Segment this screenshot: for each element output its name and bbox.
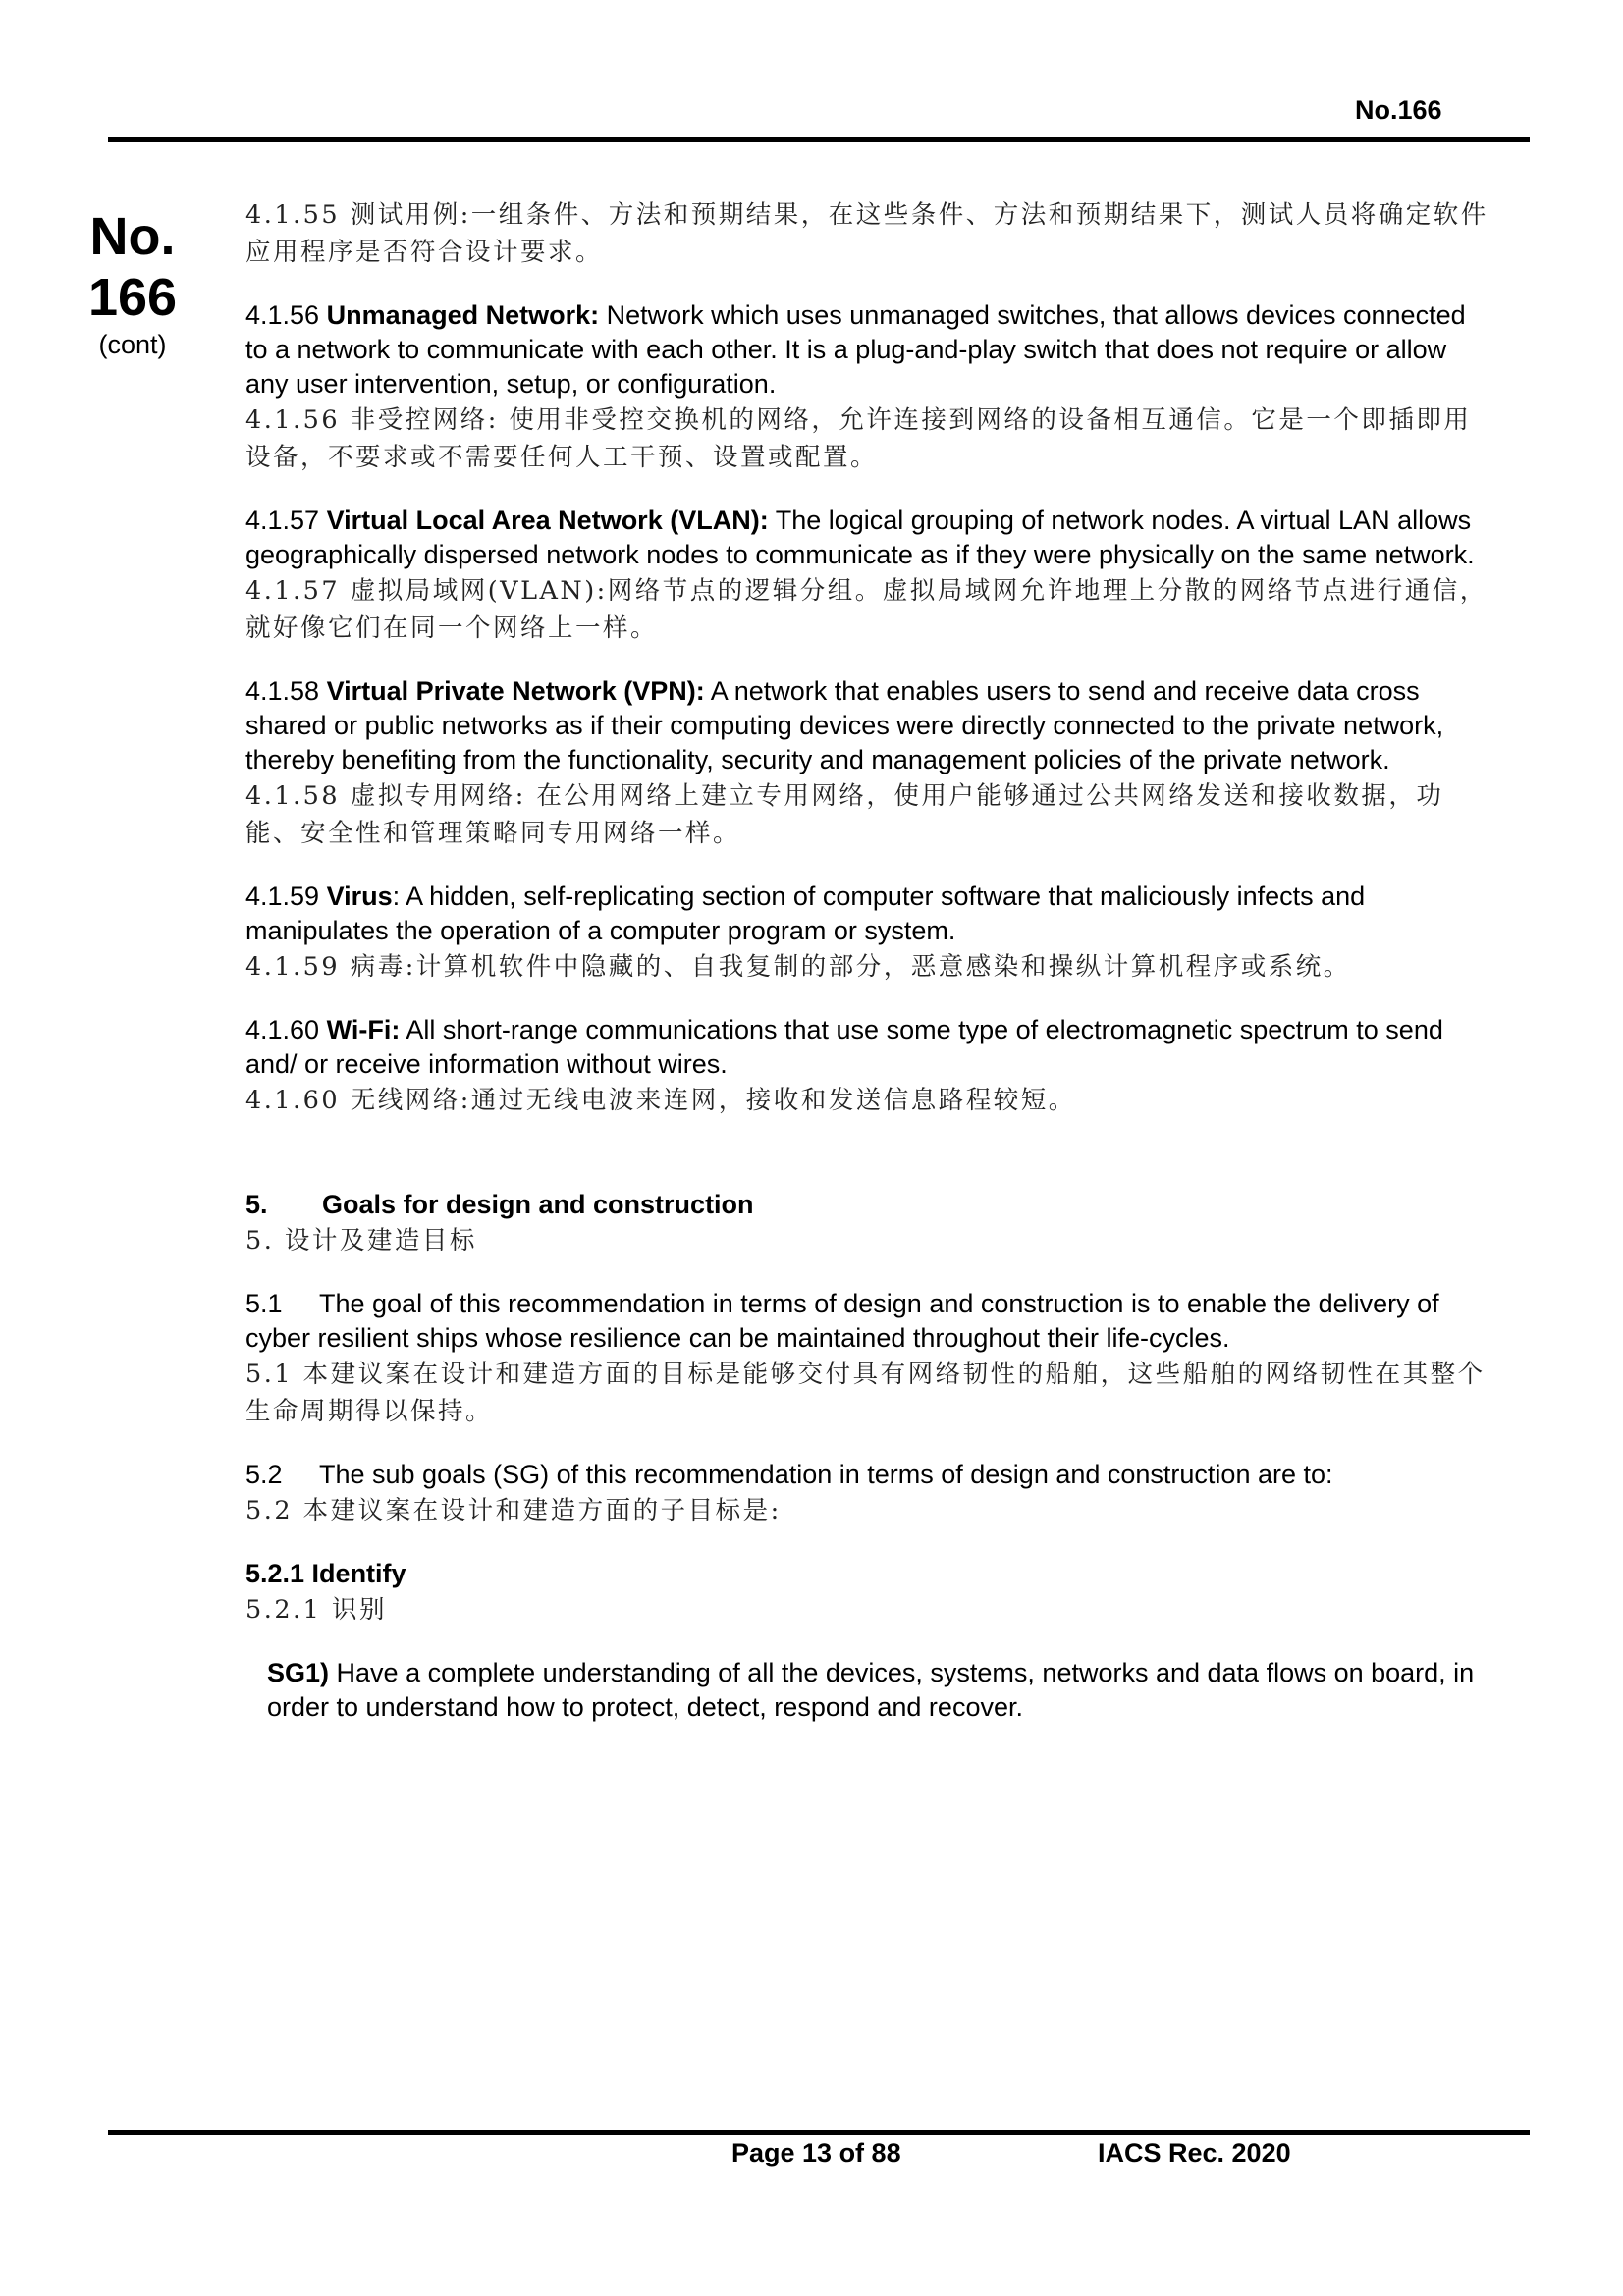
section-title bbox=[245, 1188, 1492, 1222]
footer-document-id: IACS Rec. 2020 bbox=[1098, 2138, 1291, 2167]
paragraph-zh: 5.1 本建议案在设计和建造方面的目标是能够交付具有网络韧性的船舶，这些船舶的网络韧性在其整个生命周期得以保持。 bbox=[245, 1360, 1486, 1426]
definition-en bbox=[245, 674, 1492, 777]
definition-4-1-57 bbox=[245, 504, 1492, 647]
definition-zh: 4.1.60 无线网络:通过无线电波来连网，接收和发送信息路程较短。 bbox=[245, 1086, 1076, 1115]
paragraph-en bbox=[245, 1458, 1492, 1492]
side-label-number: 166 bbox=[87, 268, 178, 327]
paragraph-number: 5.1 bbox=[245, 1289, 283, 1318]
definition-number: 4.1.59 bbox=[245, 881, 320, 911]
footer-rule bbox=[108, 2130, 1530, 2135]
sub-goal-text: Have a complete understanding of all the devices, systems, networks and data flows on board, in order to understand how to protect, detect, respond and recover. bbox=[267, 1658, 1475, 1722]
paragraph-5-1 bbox=[245, 1287, 1492, 1430]
sub-goal-label: SG1) bbox=[267, 1658, 330, 1687]
section-number: 5. bbox=[245, 1190, 268, 1219]
subsection-5-2-1 bbox=[245, 1557, 1492, 1629]
subsection-title: 5.2.1 Identify bbox=[245, 1559, 406, 1588]
side-label-no: No. bbox=[89, 207, 176, 266]
definition-zh: 4.1.59 病毒:计算机软件中隐藏的、自我复制的部分，恶意感染和操纵计算机程序或系统。 bbox=[245, 952, 1351, 982]
definition-4-1-55 bbox=[245, 196, 1492, 271]
definition-number: 4.1.57 bbox=[245, 506, 320, 535]
section-title-text: Goals for design and construction bbox=[322, 1190, 754, 1219]
paragraph-number: 5.2 bbox=[245, 1460, 283, 1489]
definition-term: Virtual Private Network (VPN): bbox=[326, 676, 705, 706]
section-title-zh: 5. 设计及建造目标 bbox=[245, 1226, 477, 1255]
definition-en bbox=[245, 880, 1492, 948]
sub-goal-sg1 bbox=[267, 1656, 1492, 1725]
page-number: Page 13 of 88 bbox=[731, 2138, 901, 2167]
paragraph-text: The sub goals (SG) of this recommendation in terms of design and construction are to: bbox=[319, 1460, 1333, 1489]
definition-4-1-58 bbox=[245, 674, 1492, 852]
paragraph-text: The goal of this recommendation in terms of design and construction is to enable the delivery of cyber resilient ships whose resilience can be maintained throughout their life-cycles. bbox=[245, 1289, 1439, 1353]
definition-text: The logical grouping of network nodes. A virtual LAN allows geographically dispersed network nodes to communicate as if they were physically on the same network. bbox=[245, 506, 1475, 569]
paragraph-en bbox=[245, 1287, 1492, 1356]
definition-text: All short-range communications that use some type of electromagnetic spectrum to send and/ or receive information without wires. bbox=[245, 1015, 1443, 1079]
definition-text: A network that enables users to send and receive data cross shared or public networks as if their computing devices were directly connected to the private network, thereby benefiting from the functionality, security and management policies of the private network. bbox=[245, 676, 1444, 774]
page-content bbox=[245, 196, 1492, 1752]
paragraph-5-2 bbox=[245, 1458, 1492, 1529]
definition-4-1-60 bbox=[245, 1013, 1492, 1119]
definition-number: 4.1.58 bbox=[245, 676, 320, 706]
definition-zh: 4.1.57 虚拟局域网(VLAN):网络节点的逻辑分组。虚拟局域网允许地理上分散的网络节点进行通信，就好像它们在同一个网络上一样。 bbox=[245, 576, 1488, 643]
paragraph-zh: 5.2 本建议案在设计和建造方面的子目标是: bbox=[245, 1496, 782, 1525]
definition-text: : A hidden, self-replicating section of computer software that maliciously infects and manipulates the operation of a computer program or system. bbox=[245, 881, 1366, 945]
definition-number: 4.1.60 bbox=[245, 1015, 320, 1044]
definition-zh: 4.1.56 非受控网络: 使用非受控交换机的网络，允许连接到网络的设备相互通信。它是一个即插即用设备，不要求或不需要任何人工干预、设置或配置。 bbox=[245, 405, 1472, 472]
definition-term: Wi-Fi: bbox=[326, 1015, 401, 1044]
definition-zh: 4.1.55 测试用例:一组条件、方法和预期结果，在这些条件、方法和预期结果下，测试人员将确定软件应用程序是否符合设计要求。 bbox=[245, 200, 1488, 267]
definition-term: Virus bbox=[326, 881, 393, 911]
subsection-title-zh: 5.2.1 识别 bbox=[245, 1595, 387, 1625]
definition-4-1-56 bbox=[245, 298, 1492, 476]
definition-term: Unmanaged Network: bbox=[326, 300, 600, 330]
header-rule bbox=[108, 137, 1530, 142]
definition-number: 4.1.56 bbox=[245, 300, 320, 330]
side-label bbox=[79, 206, 187, 360]
definition-term: Virtual Local Area Network (VLAN): bbox=[326, 506, 769, 535]
section-5-heading bbox=[245, 1188, 1492, 1259]
definition-zh: 4.1.58 虚拟专用网络: 在公用网络上建立专用网络，使用户能够通过公共网络发送和接收数据，功能、安全性和管理策略同专用网络一样。 bbox=[245, 781, 1444, 848]
definition-en bbox=[245, 1013, 1492, 1082]
definition-4-1-59 bbox=[245, 880, 1492, 986]
definition-en bbox=[245, 298, 1492, 401]
side-label-cont: (cont) bbox=[98, 330, 167, 359]
definition-text: Network which uses unmanaged switches, that allows devices connected to a network to communicate with each other. It is a plug-and-play switch that does not require or allow any user intervention, setup, or configuration. bbox=[245, 300, 1466, 399]
document-number: No.166 bbox=[1355, 95, 1442, 125]
definition-en bbox=[245, 504, 1492, 572]
